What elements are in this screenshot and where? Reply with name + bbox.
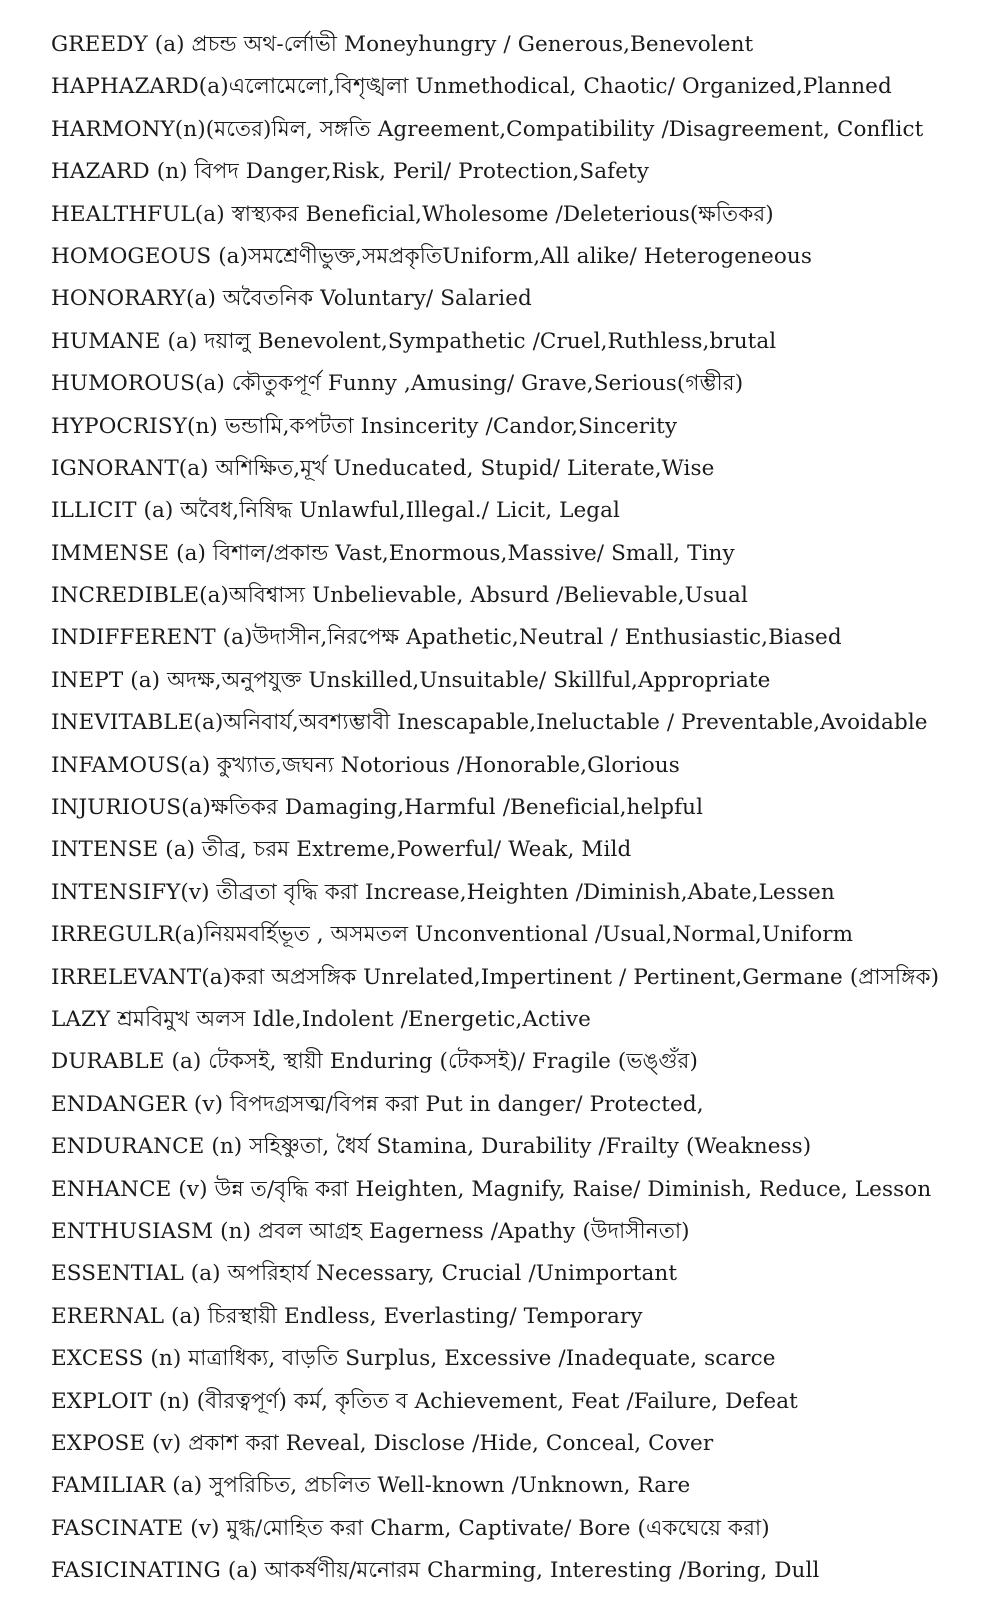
vocabulary-entry: DURABLE (a) টেকসই, স্থায়ী Enduring (টেকসই)/ Fragile (ভঙ্গুঁর) xyxy=(51,1049,698,1075)
vocabulary-entry: FASICINATING (a) আকর্ষণীয়/মনোরম Charming, Interesting /Boring, Dull xyxy=(51,1558,820,1584)
vocabulary-entry: EXPOSE (v) প্রকাশ করা Reveal, Disclose /Hide, Conceal, Cover xyxy=(51,1430,714,1456)
vocabulary-entry: INTENSE (a) তীব্র, চরম Extreme,Powerful/ Weak, Mild xyxy=(51,837,632,863)
vocabulary-entry: IRREGULR(a)নিয়মবর্হিভূত , অসমতল Unconventional /Usual,Normal,Uniform xyxy=(51,922,854,948)
vocabulary-entry: EXCESS (n) মাত্রাধিক্য, বাড়তি Surplus, Excessive /Inadequate, scarce xyxy=(51,1346,776,1372)
vocabulary-entry: ERERNAL (a) চিরস্থায়ী Endless, Everlasting/ Temporary xyxy=(51,1303,643,1329)
vocabulary-entry: HONORARY(a) অবৈতনিক Voluntary/ Salaried xyxy=(51,286,532,312)
vocabulary-entry: HYPOCRISY(n) ভন্ডামি,কপটতা Insincerity /Candor,Sincerity xyxy=(51,413,678,439)
vocabulary-entry: EXPLOIT (n) (বীরত্বপূর্ণ) কর্ম, কৃতিত ব Achievement, Feat /Failure, Defeat xyxy=(51,1388,798,1414)
vocabulary-entry: HEALTHFUL(a) স্বাস্থ্যকর Beneficial,Wholesome /Deleterious(ক্ষতিকর) xyxy=(51,201,774,227)
vocabulary-entry: INFAMOUS(a) কুখ্যাত,জঘন্য Notorious /Honorable,Glorious xyxy=(51,752,680,778)
vocabulary-entry: FASCINATE (v) মুগ্ধ/মোহিত করা Charm, Captivate/ Bore (একঘেয়ে করা) xyxy=(51,1515,770,1541)
vocabulary-entry: ENTHUSIASM (n) প্রবল আগ্রহ Eagerness /Apathy (উদাসীনতা) xyxy=(51,1218,690,1244)
vocabulary-entry: ENDANGER (v) বিপদগ্রসত্ম/বিপন্ন করা Put in danger/ Protected, xyxy=(51,1091,704,1117)
vocabulary-entry: INDIFFERENT (a)উদাসীন,নিরপেক্ষ Apathetic,Neutral / Enthusiastic,Biased xyxy=(51,625,842,651)
vocabulary-entry: LAZY শ্রমবিমুখ অলস Idle,Indolent /Energetic,Active xyxy=(51,1006,591,1032)
vocabulary-entry: INEPT (a) অদক্ষ,অনুপযুক্ত Unskilled,Unsuitable/ Skillful,Appropriate xyxy=(51,667,771,693)
vocabulary-entry: ILLICIT (a) অবৈধ,নিষিদ্ধ Unlawful,Illegal./ Licit, Legal xyxy=(51,498,621,524)
vocabulary-entry: IMMENSE (a) বিশাল/প্রকান্ড Vast,Enormous,Massive/ Small, Tiny xyxy=(51,540,735,566)
vocabulary-entry: IRRELEVANT(a)করা অপ্রসঙ্গিক Unrelated,Impertinent / Pertinent,Germane (প্রাসঙ্গিক) xyxy=(51,964,940,990)
vocabulary-entry: HAPHAZARD(a)এলোমেলো,বিশৃঙ্খলা Unmethodical, Chaotic/ Organized,Planned xyxy=(51,74,892,100)
vocabulary-list xyxy=(51,24,991,1592)
vocabulary-entry: INEVITABLE(a)অনিবার্য,অবশ্যম্ভাবী Inescapable,Ineluctable / Preventable,Avoidable xyxy=(51,710,928,736)
vocabulary-entry: HUMANE (a) দয়ালু Benevolent,Sympathetic /Cruel,Ruthless,brutal xyxy=(51,328,777,354)
vocabulary-entry: IGNORANT(a) অশিক্ষিত,মূর্খ Uneducated, Stupid/ Literate,Wise xyxy=(51,455,715,481)
vocabulary-entry: ENDURANCE (n) সহিষ্ণুতা, ধৈর্য Stamina, Durability /Frailty (Weakness) xyxy=(51,1134,812,1160)
vocabulary-entry: HARMONY(n)(মতের)মিল, সঙ্গতি Agreement,Compatibility /Disagreement, Conflict xyxy=(51,116,924,142)
vocabulary-entry: INCREDIBLE(a)অবিশ্বাস্য Unbelievable, Absurd /Believable,Usual xyxy=(51,583,748,609)
vocabulary-entry: INTENSIFY(v) তীব্রতা বৃদ্ধি করা Increase,Heighten /Diminish,Abate,Lessen xyxy=(51,879,835,905)
vocabulary-entry: GREEDY (a) প্রচন্ড অথ-র্লোভী Moneyhungry / Generous,Benevolent xyxy=(51,32,754,57)
vocabulary-entry: HUMOROUS(a) কৌতুকপূর্ণ Funny ,Amusing/ Grave,Serious(গম্ভীর) xyxy=(51,371,744,397)
vocabulary-entry: FAMILIAR (a) সুপরিচিত, প্রচলিত Well-known /Unknown, Rare xyxy=(51,1473,691,1499)
vocabulary-entry: ENHANCE (v) উন্ন ত/বৃদ্ধি করা Heighten, Magnify, Raise/ Diminish, Reduce, Lesson xyxy=(51,1176,932,1202)
vocabulary-entry: ESSENTIAL (a) অপরিহার্য Necessary, Crucial /Unimportant xyxy=(51,1261,678,1287)
vocabulary-entry: INJURIOUS(a)ক্ষতিকর Damaging,Harmful /Beneficial,helpful xyxy=(51,795,704,821)
vocabulary-entry: HOMOGEOUS (a)সমশ্রেণীভুক্ত,সমপ্রকৃতিUniform,All alike/ Heterogeneous xyxy=(51,243,812,269)
vocabulary-entry: HAZARD (n) বিপদ Danger,Risk, Peril/ Protection,Safety xyxy=(51,159,650,185)
